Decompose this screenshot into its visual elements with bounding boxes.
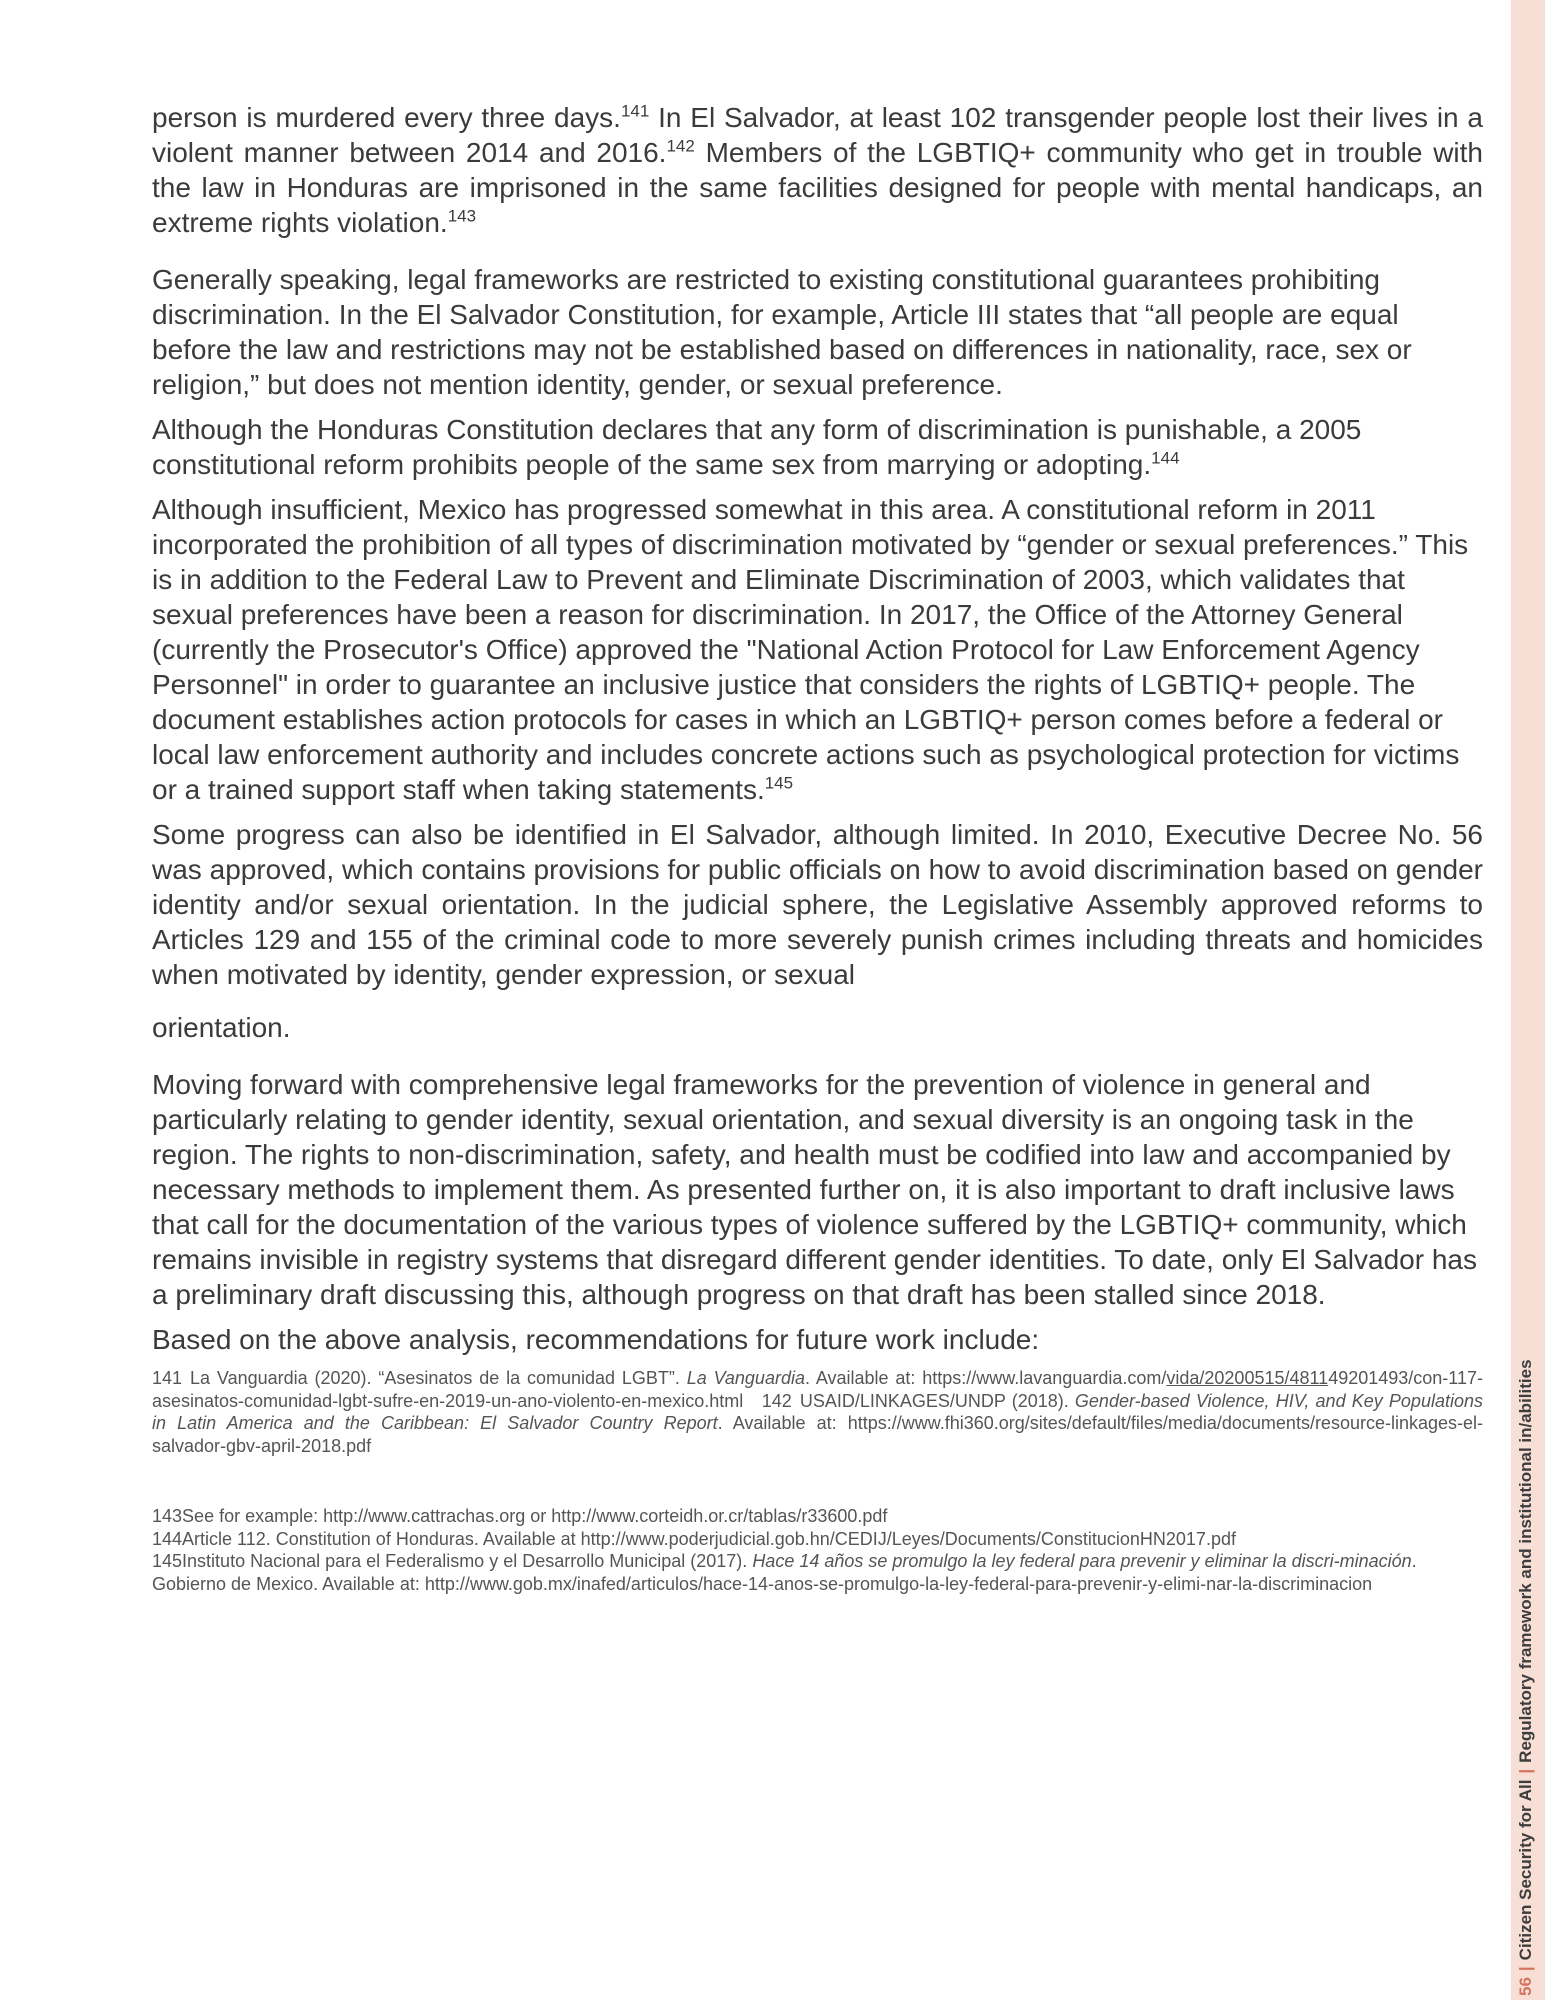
page-number: 56 [1516, 1977, 1535, 1996]
paragraph-text: Members of the LGBTIQ+ community who get in trouble with the law in Honduras are imprisoned in the same facilities designed for people with mental handicaps, an extreme rights violation. [152, 137, 1483, 238]
footnote-number: 142 [761, 1390, 792, 1411]
paragraph-recommendations-intro [152, 1322, 1483, 1357]
paragraph-text: Although insufficient, Mexico has progressed somewhat in this area. A constitutional reform in 2011 incorporated the prohibition of all types of discrimination motivated by “gender or sexual preferences.” This is in addition to the Federal Law to Prevent and Eliminate Discrimination of 2003, which validates that sexual preferences have been a reason for discrimination. In 2017, the Office of the Attorney General (currently the Prosecutor's Office) approved the "National Action Protocol for Law Enforcement Agency Personnel" in order to guarantee an inclusive justice that considers the rights of LGBTIQ+ people. The document establishes action protocols for cases in which an LGBTIQ+ person comes before a federal or local law enforcement authority and includes concrete actions such as psychological protection for victims or a trained support staff when taking statements. [152, 494, 1469, 805]
footnotes-block-2 [152, 1505, 1483, 1595]
section-title: Regulatory framework and institutional in/abilities [1516, 1359, 1535, 1763]
footnote-text: USAID/LINKAGES/UNDP (2018). [799, 1390, 1075, 1411]
paragraph-text: Moving forward with comprehensive legal frameworks for the prevention of violence in general and particularly relating to gender identity, sexual orientation, and sexual diversity is an ongoing task in the region. The rights to non-discrimination, safety, and health must be codified into law and accompanied by necessary methods to implement them. As presented further on, it is also important to draft inclusive laws that call for the documentation of the various types of violence suffered by the LGBTIQ+ community, which remains invisible in registry systems that disregard different gender identities. To date, only El Salvador has a preliminary draft discussing this, although progress on that draft has been stalled since 2018. [152, 1069, 1477, 1310]
paragraph-mexico-progress [152, 492, 1483, 807]
paragraph-honduras-constitution [152, 412, 1483, 482]
document-title: Citizen Security for All [1516, 1779, 1535, 1961]
footnote-title: La Vanguardia [686, 1368, 805, 1388]
footnote-143 [152, 1505, 1483, 1528]
footnote-text: La Vanguardia (2020). “Asesinatos de la comunidad LGBT”. [190, 1368, 687, 1388]
paragraph-legal-frameworks [152, 262, 1483, 402]
paragraph-text: Based on the above analysis, recommendations for future work include: [152, 1324, 1040, 1355]
footnote-marker[interactable]: 143 [447, 206, 477, 226]
paragraph-text: Although the Honduras Constitution declares that any form of discrimination is punishable, a 2005 constitutional reform prohibits people of the same sex from marrying or adopting. [152, 414, 1362, 480]
page-content [152, 100, 1483, 1595]
footnote-marker[interactable]: 141 [620, 101, 650, 121]
footnote-number: 141 [152, 1368, 183, 1388]
footnotes [152, 1367, 1483, 1595]
footnote-number: 145 [152, 1551, 183, 1571]
footnote-text: See for example: http://www.cattrachas.org or http://www.corteidh.or.cr/tablas/r33600.pdf [182, 1506, 888, 1526]
paragraph-el-salvador-progress [152, 817, 1483, 1045]
footnote-marker[interactable]: 145 [764, 773, 794, 793]
footnote-link[interactable]: vida/20200515/4811 [1166, 1368, 1329, 1388]
footnote-number: 144 [152, 1528, 183, 1549]
footnote-marker[interactable]: 142 [666, 136, 695, 156]
footnote-title: Gender-based Violence, HIV, and Key Populations in Latin America and the Caribbean: El Salvador Country Report [152, 1390, 1483, 1433]
paragraph-text: Generally speaking, legal frameworks are restricted to existing constitutional guarantees prohibiting discrimination. In the El Salvador Constitution, for example, Article III states that “all people are equal before the law and restrictions may not be established based on differences in nationality, race, sex or religion,” but does not mention identity, gender, or sexual preference. [152, 264, 1412, 400]
footnote-text: Instituto Nacional para el Federalismo y el Desarrollo Municipal (2017). [182, 1551, 753, 1571]
paragraph-violence-stats [152, 100, 1483, 240]
paragraph-text-tail: orientation. [152, 1012, 291, 1043]
footnote-text: 49201493/con-117-asesinatos-comunidad-lgbt-sufre-en-2019-un-ano-violento-en-mexico.html [152, 1368, 1483, 1411]
paragraph-text: In El Salvador, at least 102 transgender people lost their lives in a violent manner between 2014 and 2016. [152, 102, 1483, 168]
paragraph-moving-forward [152, 1067, 1483, 1312]
footnote-title: Hace 14 años se promulgo la ley federal para prevenir y eliminar la discri-minación [752, 1551, 1412, 1571]
running-footer [1516, 1359, 1536, 2000]
footer-separator: | [1516, 1966, 1535, 1972]
paragraph-text: Some progress can also be identified in El Salvador, although limited. In 2010, Executive Decree No. 56 was approved, which contains provisions for public officials on how to avoid discrimination based on gender identity and/or sexual orientation. In the judicial sphere, the Legislative Assembly approved reforms to Articles 129 and 155 of the criminal code to more severely punish crimes including threats and homicides when motivated by identity, gender expression, or sexual [152, 819, 1483, 990]
footnote-text: . Gobierno de Mexico. Available at: http://www.gob.mx/inafed/articulos/hace-14-anos-se-promulgo-la-ley-federal-para-prevenir-y-elimi-nar-la-discriminacion [152, 1551, 1417, 1594]
footnote-marker[interactable]: 144 [1151, 448, 1180, 468]
paragraph-text: person is murdered every three days. [152, 102, 621, 133]
footnote-text: Article 112. Constitution of Honduras. Available at http://www.poderjudicial.gob.hn/CEDIJ/Leyes/Documents/ConstitucionHN2017.pdf [182, 1528, 1236, 1549]
footnote-145 [152, 1550, 1483, 1595]
footnote-number: 143 [152, 1506, 183, 1526]
footnote-141-142 [152, 1367, 1483, 1457]
footnote-text: . Available at: https://www.lavanguardia.com/ [804, 1368, 1167, 1388]
footnote-text: . Available at: https://www.fhi360.org/sites/default/files/media/documents/resource-linkages-el-salvador-gbv-april-2018.pdf [152, 1413, 1484, 1456]
footnote-144 [152, 1528, 1483, 1551]
footer-separator-2: | [1516, 1768, 1535, 1774]
